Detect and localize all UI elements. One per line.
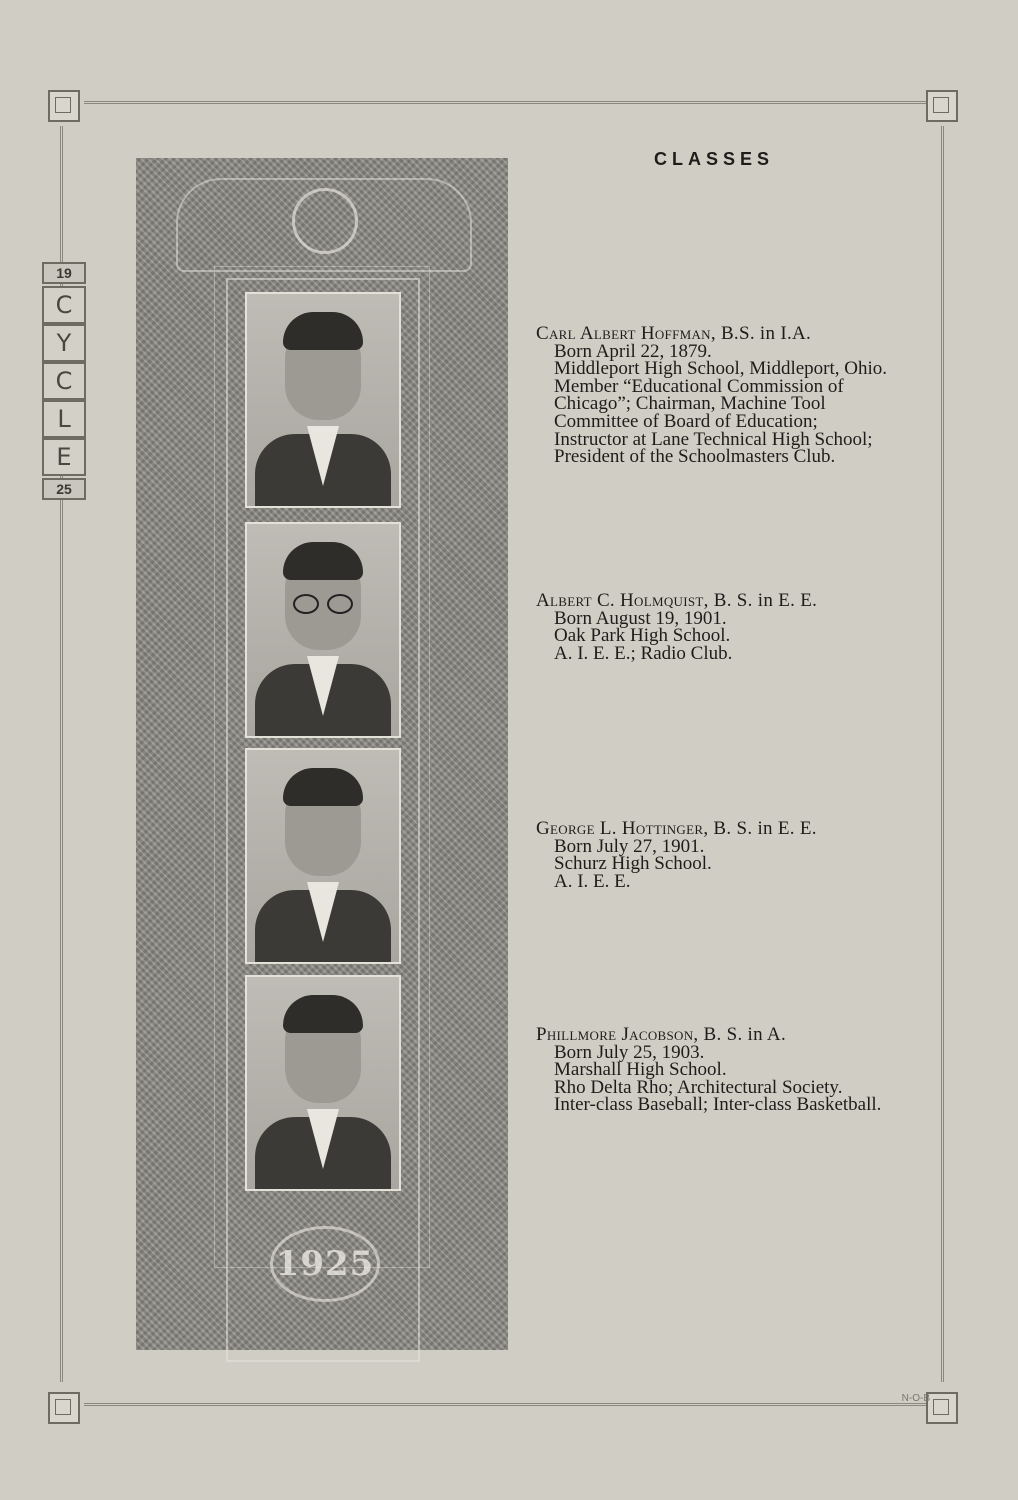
entry-name: George L. Hottinger bbox=[536, 818, 704, 839]
entry-degree: , B.S. in I.A. bbox=[710, 323, 812, 344]
border-right-rule bbox=[941, 126, 944, 1382]
entry-line: Inter-class Baseball; Inter-class Basketball. bbox=[554, 1094, 882, 1116]
entry-name: Phillmore Jacobson bbox=[536, 1024, 694, 1045]
entry-line: Marshall High School. bbox=[554, 1059, 727, 1081]
entry-line: A. I. E. E.; Radio Club. bbox=[554, 642, 733, 664]
portrait-photo-jacobson bbox=[245, 975, 401, 1191]
side-tab-letter: E bbox=[42, 438, 86, 476]
entry-line: Middleport High School, Middleport, Ohio. bbox=[554, 358, 888, 380]
entry-line: Oak Park High School. bbox=[554, 625, 731, 647]
page-heading: CLASSES bbox=[654, 149, 775, 169]
side-tab-letter: Y bbox=[42, 324, 86, 362]
corner-ornament-bottom-left bbox=[40, 1384, 86, 1430]
side-tab-letter: C bbox=[42, 286, 86, 324]
entry-line: Born July 25, 1903. bbox=[554, 1041, 705, 1063]
side-tab-letter: L bbox=[42, 400, 86, 438]
entry-degree: , B. S. in E. E. bbox=[703, 590, 818, 611]
border-top-rule bbox=[84, 101, 926, 104]
entry-hottinger bbox=[536, 820, 896, 890]
entry-degree: , B. S. in A. bbox=[693, 1024, 786, 1045]
cycle-side-tab bbox=[36, 232, 90, 500]
side-tab-year-top: 19 bbox=[42, 262, 86, 284]
glasses-icon bbox=[291, 594, 355, 610]
entry-holmquist bbox=[536, 592, 896, 662]
border-bottom-rule bbox=[84, 1403, 926, 1406]
portrait-photo-hoffman bbox=[245, 292, 401, 508]
corner-ornament-top-left bbox=[40, 82, 86, 128]
side-tab-year-bottom: 25 bbox=[42, 478, 86, 500]
entry-line: Member “Educational Commission of Chicago”; Chairman, Machine Tool Committee of Board of Education; Instructor at Lane Technical High School; President of the Schoolmasters Club. bbox=[554, 375, 873, 468]
portrait-photo-hottinger bbox=[245, 748, 401, 964]
crest-ring-ornament bbox=[292, 188, 358, 254]
entry-degree: , B. S. in E. E. bbox=[703, 818, 817, 839]
entry-line: A. I. E. E. bbox=[554, 870, 631, 892]
entry-line: Born July 27, 1901. bbox=[554, 835, 705, 857]
entry-hoffman bbox=[536, 325, 896, 466]
panel-year-badge: 1925 bbox=[270, 1226, 380, 1302]
corner-ornament-bottom-right bbox=[918, 1384, 964, 1430]
printer-mark: N-O-B bbox=[901, 1393, 930, 1404]
corner-ornament-top-right bbox=[918, 82, 964, 128]
entry-line: Born August 19, 1901. bbox=[554, 607, 727, 629]
portrait-photo-holmquist bbox=[245, 522, 401, 738]
entry-line: Schurz High School. bbox=[554, 853, 712, 875]
entry-name: Albert C. Holmquist bbox=[536, 590, 704, 611]
side-tab-letter: C bbox=[42, 362, 86, 400]
entry-line: Born April 22, 1879. bbox=[554, 340, 712, 362]
entry-jacobson bbox=[536, 1026, 896, 1114]
entry-name: Carl Albert Hoffman bbox=[536, 323, 711, 344]
entry-line: Rho Delta Rho; Architectural Society. bbox=[554, 1076, 843, 1098]
